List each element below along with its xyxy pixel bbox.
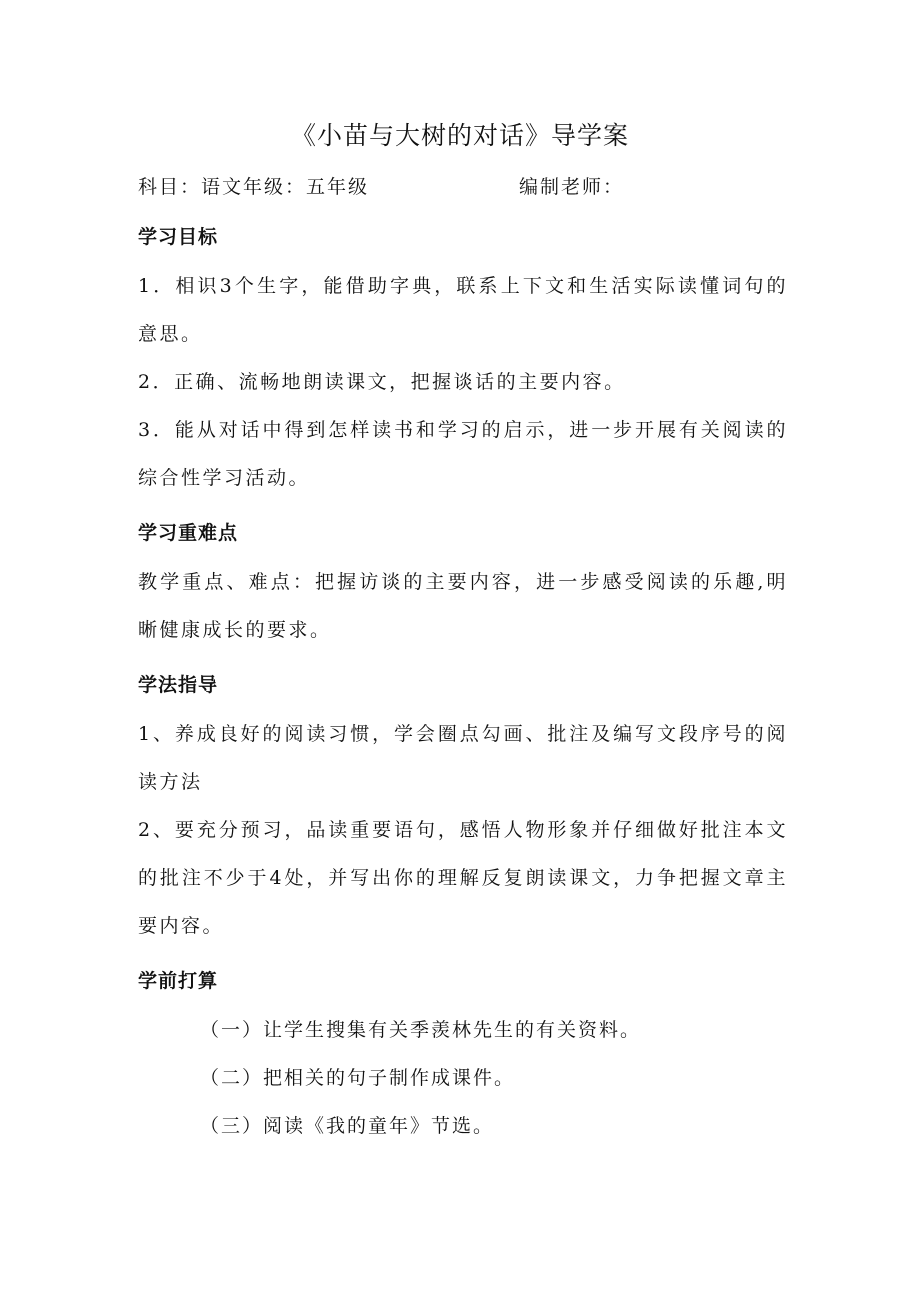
section-heading-plan: 学前打算: [138, 970, 219, 992]
goal-item: 2．正确、流畅地朗读课文，把握谈话的主要内容。: [138, 371, 626, 393]
method-item: 2、要充分预习，品读重要语句，感悟人物形象并仔细做好批注本文的批注不少于4处，并写出你的理解反复朗读课文，力争把握文章主要内容。: [138, 819, 788, 937]
section-heading-key-points: 学习重难点: [138, 522, 239, 544]
key-points-text: 教学重点、难点：把握访谈的主要内容，进一步感受阅读的乐趣,明晰健康成长的要求。: [138, 571, 788, 641]
plan-item: （三）阅读《我的童年》节选。: [200, 1115, 495, 1137]
plan-item: （一）让学生搜集有关季羡林先生的有关资料。: [200, 1019, 642, 1041]
meta-line: [138, 168, 788, 206]
goal-item: 3．能从对话中得到怎样读书和学习的启示，进一步开展有关阅读的综合性学习活动。: [138, 419, 788, 489]
subject-grade: 科目：语文年级：五年级: [138, 176, 370, 198]
teacher-label: 编制老师：: [519, 176, 625, 198]
section-heading-method: 学法指导: [138, 674, 219, 696]
document-title: 《小苗与大树的对话》导学案: [290, 121, 629, 150]
plan-item: （二）把相关的句子制作成课件。: [200, 1067, 516, 1089]
goal-item: 1．相识3个生字，能借助字典，联系上下文和生活实际读懂词句的意思。: [138, 275, 788, 345]
document-body: [138, 168, 788, 1150]
method-item: 1、养成良好的阅读习惯，学会圈点勾画、批注及编写文段序号的阅读方法: [138, 723, 788, 793]
section-heading-goals: 学习目标: [138, 226, 219, 248]
